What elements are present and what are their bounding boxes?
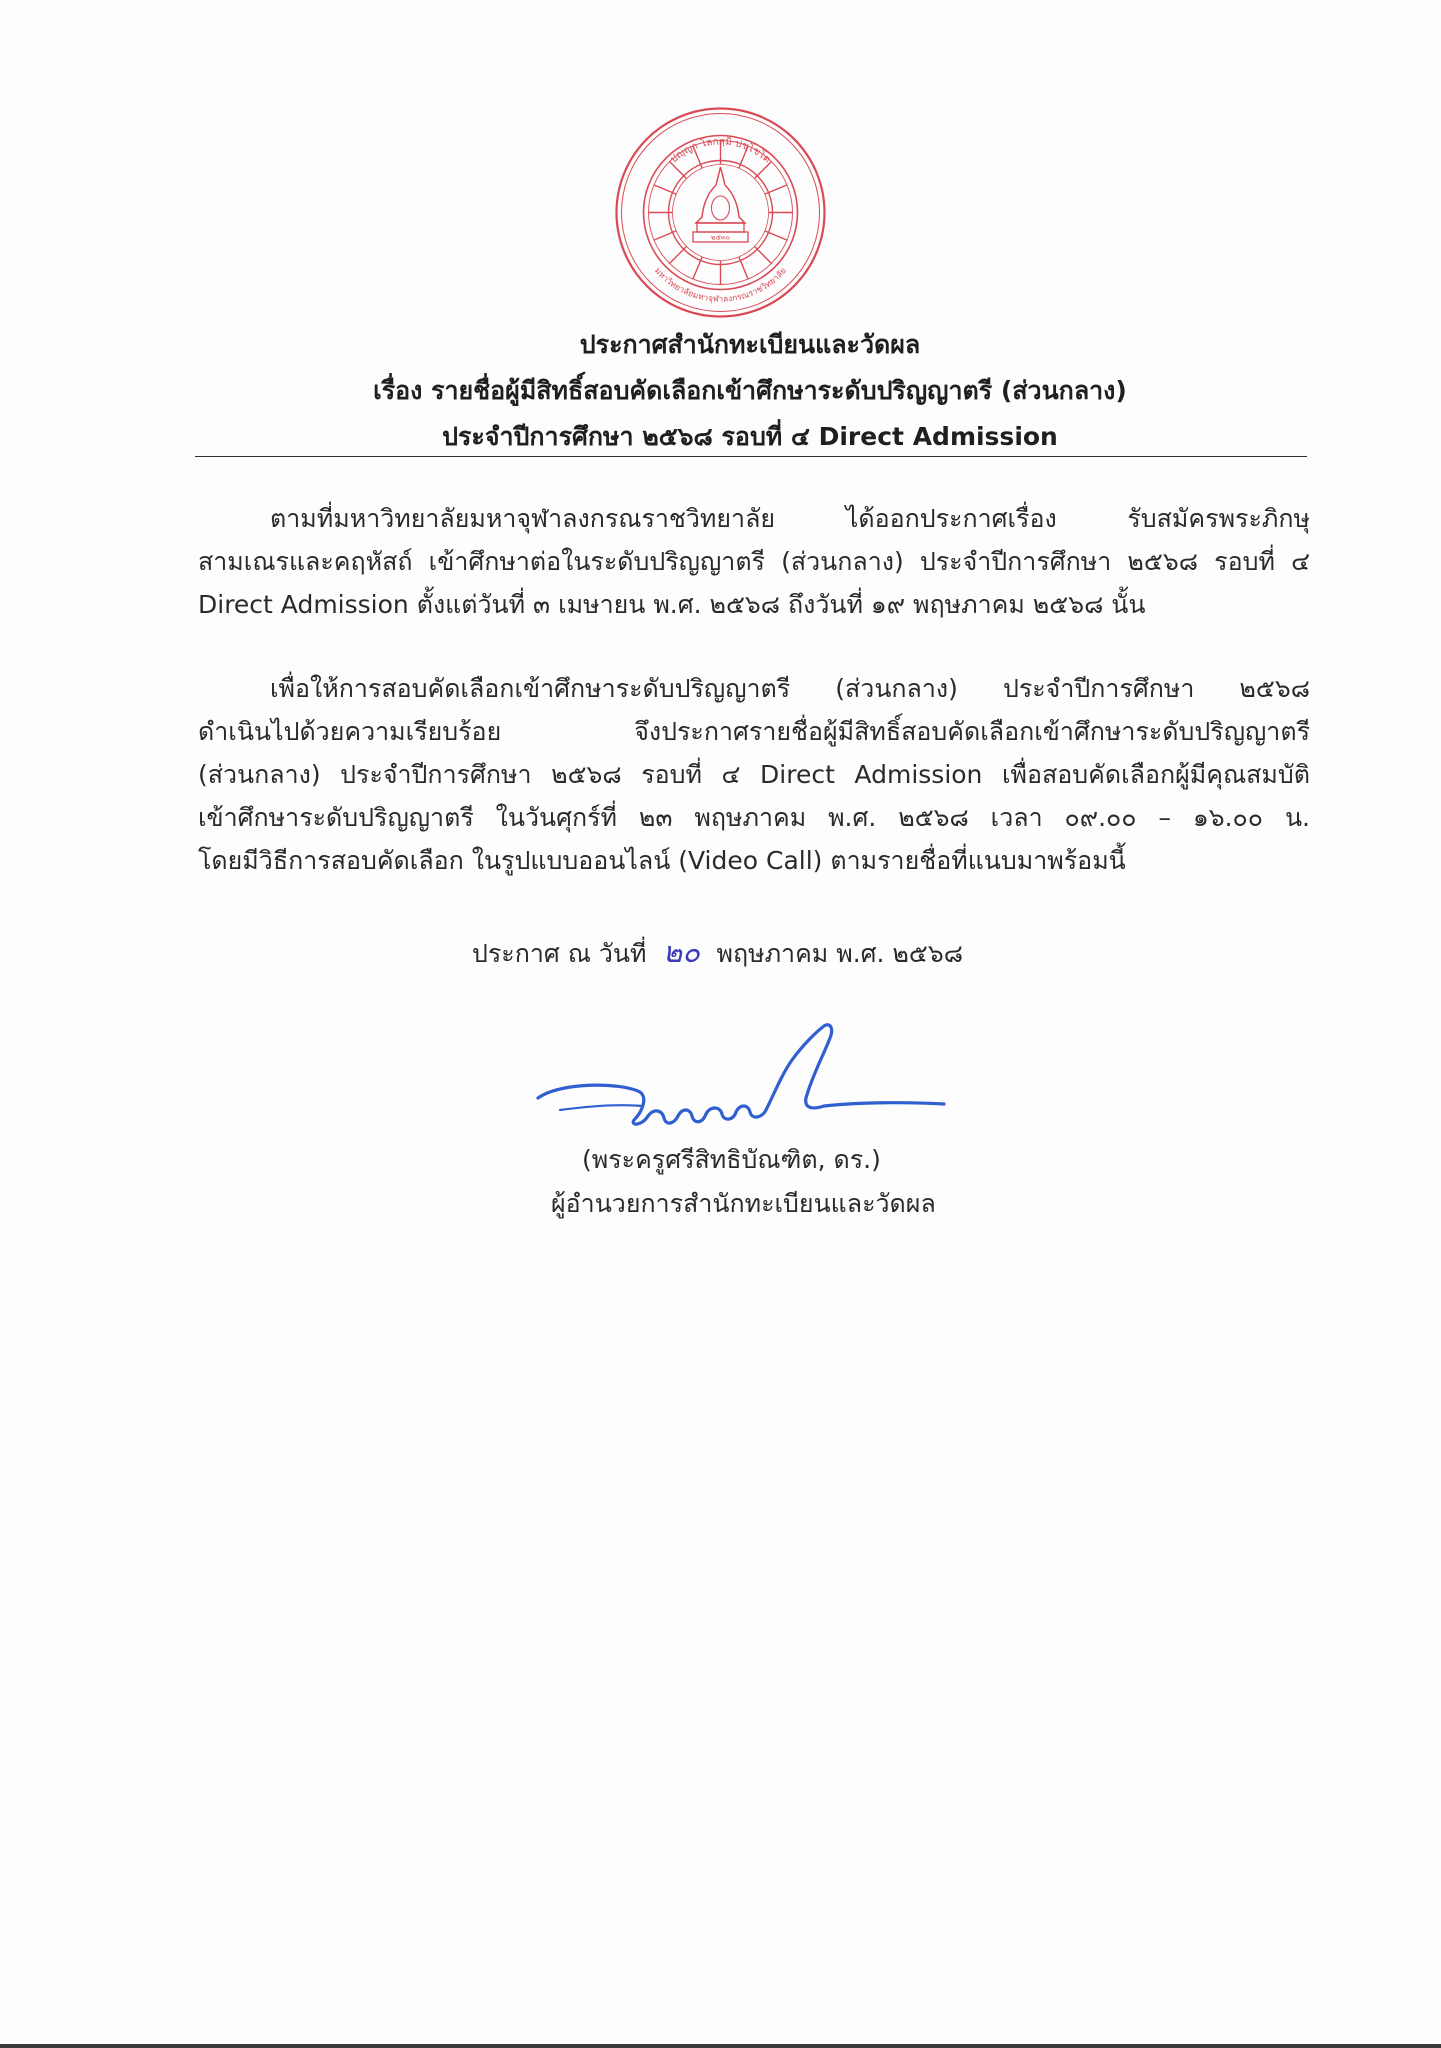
header-office: ประกาศสำนักทะเบียนและวัดผล — [579, 330, 921, 359]
announcement-header — [180, 322, 1320, 460]
header-subject: เรื่อง รายชื่อผู้มีสิทธิ์สอบคัดเลือกเข้าศึกษาระดับปริญญาตรี (ส่วนกลาง) — [373, 376, 1127, 405]
date-day-handwritten: ๒๐ — [663, 935, 700, 969]
paragraph-line: โดยมีวิธีการสอบคัดเลือก ในรูปแบบออนไลน์ (Video Call) ตามรายชื่อที่แนบมาพร้อมนี้ — [198, 846, 1126, 875]
signer-name: (พระครูศรีสิทธิบัณฑิต, ดร.) — [582, 1145, 881, 1174]
paragraph-line: เข้าศึกษาระดับปริญญาตรี ในวันศุกร์ที่ ๒๓ พฤษภาคม พ.ศ. ๒๕๖๘ เวลา ๐๙.๐๐ – ๑๖.๐๐ น. — [198, 803, 1310, 832]
header-academic-year: ประจำปีการศึกษา ๒๕๖๘ รอบที่ ๔ Direct Admission — [442, 422, 1058, 451]
date-suffix: พฤษภาคม พ.ศ. ๒๕๖๘ — [716, 939, 963, 968]
svg-text:มหาวิทยาลัยมหาจุฬาลงกรณราชวิทย: มหาวิทยาลัยมหาจุฬาลงกรณราชวิทยาลัย — [652, 266, 789, 305]
announcement-date — [472, 932, 963, 974]
paragraph-line: ดำเนินไปด้วยความเรียบร้อย จึงประกาศรายชื่อผู้มีสิทธิ์สอบคัดเลือกเข้าศึกษาระดับปริญญาตรี — [198, 717, 1310, 746]
paragraph-line: (ส่วนกลาง) ประจำปีการศึกษา ๒๕๖๘ รอบที่ ๔ Direct Admission เพื่อสอบคัดเลือกผู้มีคุณสมบัติ — [198, 760, 1310, 789]
svg-text:๒๕๓๐: ๒๕๓๐ — [711, 233, 730, 242]
university-seal-icon — [613, 105, 828, 320]
svg-text:ปญฺญา โลกสฺมิ ปชฺโชโต: ปญฺญา โลกสฺมิ ปชฺโชโต — [668, 136, 773, 166]
paragraph-line: เพื่อให้การสอบคัดเลือกเข้าศึกษาระดับปริญญาตรี (ส่วนกลาง) ประจำปีการศึกษา ๒๕๖๘ — [270, 674, 1310, 703]
signer-title: ผู้อำนวยการสำนักทะเบียนและวัดผล — [551, 1189, 936, 1218]
handwritten-signature-icon — [530, 1020, 950, 1150]
paragraph-line: สามเณรและคฤหัสถ์ เข้าศึกษาต่อในระดับปริญญาตรี (ส่วนกลาง) ประจำปีการศึกษา ๒๕๖๘ รอบที่ ๔ — [198, 547, 1310, 576]
paragraph-background — [198, 497, 1310, 626]
paragraph-announcement — [198, 667, 1310, 882]
date-prefix: ประกาศ ณ วันที่ — [472, 939, 647, 968]
paragraph-line: Direct Admission ตั้งแต่วันที่ ๓ เมษายน พ.ศ. ๒๕๖๘ ถึงวันที่ ๑๙ พฤษภาคม ๒๕๖๘ นั้น — [198, 590, 1146, 619]
scan-bottom-edge — [0, 2044, 1441, 2048]
header-divider — [195, 456, 1307, 457]
paragraph-line: ตามที่มหาวิทยาลัยมหาจุฬาลงกรณราชวิทยาลัย ได้ออกประกาศเรื่อง รับสมัครพระภิกษุ — [270, 504, 1310, 533]
